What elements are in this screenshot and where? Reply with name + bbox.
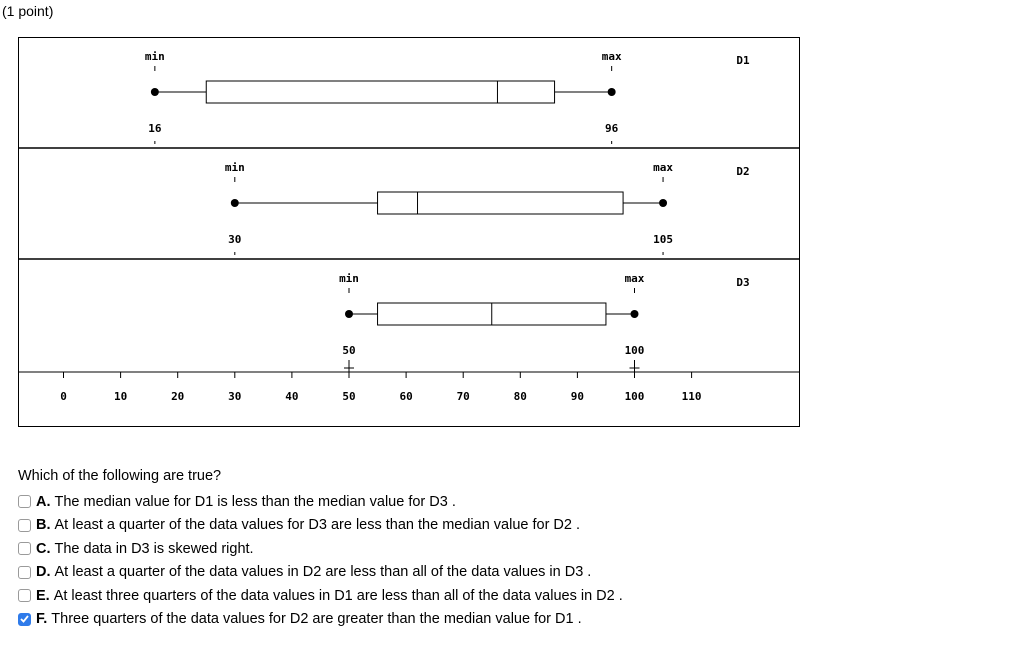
- max-point: [631, 310, 639, 318]
- option-f[interactable]: [18, 608, 623, 632]
- max-value-label: 100: [624, 344, 645, 357]
- min-point: [151, 88, 159, 96]
- x-tick-label: 70: [456, 390, 470, 403]
- checkbox-d[interactable]: [18, 566, 31, 579]
- min-label: min: [339, 272, 359, 285]
- max-value-label: 105: [653, 233, 673, 246]
- boxplot-chart: [18, 37, 800, 427]
- min-label: min: [224, 161, 245, 174]
- min-value-label: 16: [148, 122, 162, 135]
- option-e[interactable]: [18, 584, 623, 608]
- x-tick-label: 110: [681, 390, 702, 403]
- x-tick-label: 90: [570, 390, 585, 403]
- checkbox-a[interactable]: [18, 495, 31, 508]
- option-letter: A.: [36, 493, 51, 510]
- option-text: At least a quarter of the data values for D3 are less than the median value for D2 .: [54, 517, 581, 534]
- max-value-label: 96: [605, 122, 619, 135]
- iqr-box: [206, 81, 554, 103]
- min-point: [345, 310, 353, 318]
- max-point: [608, 88, 616, 96]
- series-label: D1: [736, 54, 750, 67]
- x-tick-label: 20: [171, 390, 185, 403]
- option-text: At least a quarter of the data values in D2 are less than all of the data values in D3 .: [54, 564, 592, 581]
- option-letter: B.: [36, 517, 51, 534]
- min-label: min: [144, 50, 165, 63]
- option-c[interactable]: [18, 537, 623, 561]
- option-text: At least three quarters of the data values in D1 are less than all of the data values in D2 .: [53, 587, 623, 604]
- points-label: (1 point): [2, 3, 54, 19]
- option-d[interactable]: [18, 561, 623, 585]
- option-letter: F.: [36, 611, 48, 628]
- x-tick-label: 30: [228, 390, 242, 403]
- option-text: Three quarters of the data values for D2 are greater than the median value for D1 .: [51, 611, 582, 628]
- question-text: Which of the following are true?: [18, 468, 222, 484]
- checkbox-c[interactable]: [18, 542, 31, 555]
- max-label: max: [601, 50, 622, 63]
- series-label: D3: [736, 276, 750, 289]
- min-value-label: 50: [342, 344, 356, 357]
- checkbox-e[interactable]: [18, 589, 31, 602]
- option-letter: E.: [36, 587, 50, 604]
- x-tick-label: 60: [399, 390, 413, 403]
- max-label: max: [624, 272, 645, 285]
- x-tick-label: 0: [60, 390, 67, 403]
- x-tick-label: 100: [624, 390, 645, 403]
- x-tick-label: 10: [113, 390, 128, 403]
- option-text: The data in D3 is skewed right.: [54, 540, 254, 557]
- min-point: [231, 199, 239, 207]
- option-letter: D.: [36, 564, 51, 581]
- option-letter: C.: [36, 540, 51, 557]
- max-label: max: [653, 161, 673, 174]
- x-tick-label: 40: [285, 390, 299, 403]
- checkbox-b[interactable]: [18, 519, 31, 532]
- series-label: D2: [736, 165, 750, 178]
- x-tick-label: 80: [513, 390, 527, 403]
- options-list: [18, 490, 623, 631]
- iqr-box: [378, 192, 624, 214]
- x-tick-label: 50: [342, 390, 356, 403]
- max-point: [659, 199, 667, 207]
- checkbox-f[interactable]: [18, 613, 31, 626]
- min-value-label: 30: [228, 233, 242, 246]
- option-b[interactable]: [18, 514, 623, 538]
- option-text: The median value for D1 is less than the median value for D3 .: [54, 493, 456, 510]
- option-a[interactable]: [18, 490, 623, 514]
